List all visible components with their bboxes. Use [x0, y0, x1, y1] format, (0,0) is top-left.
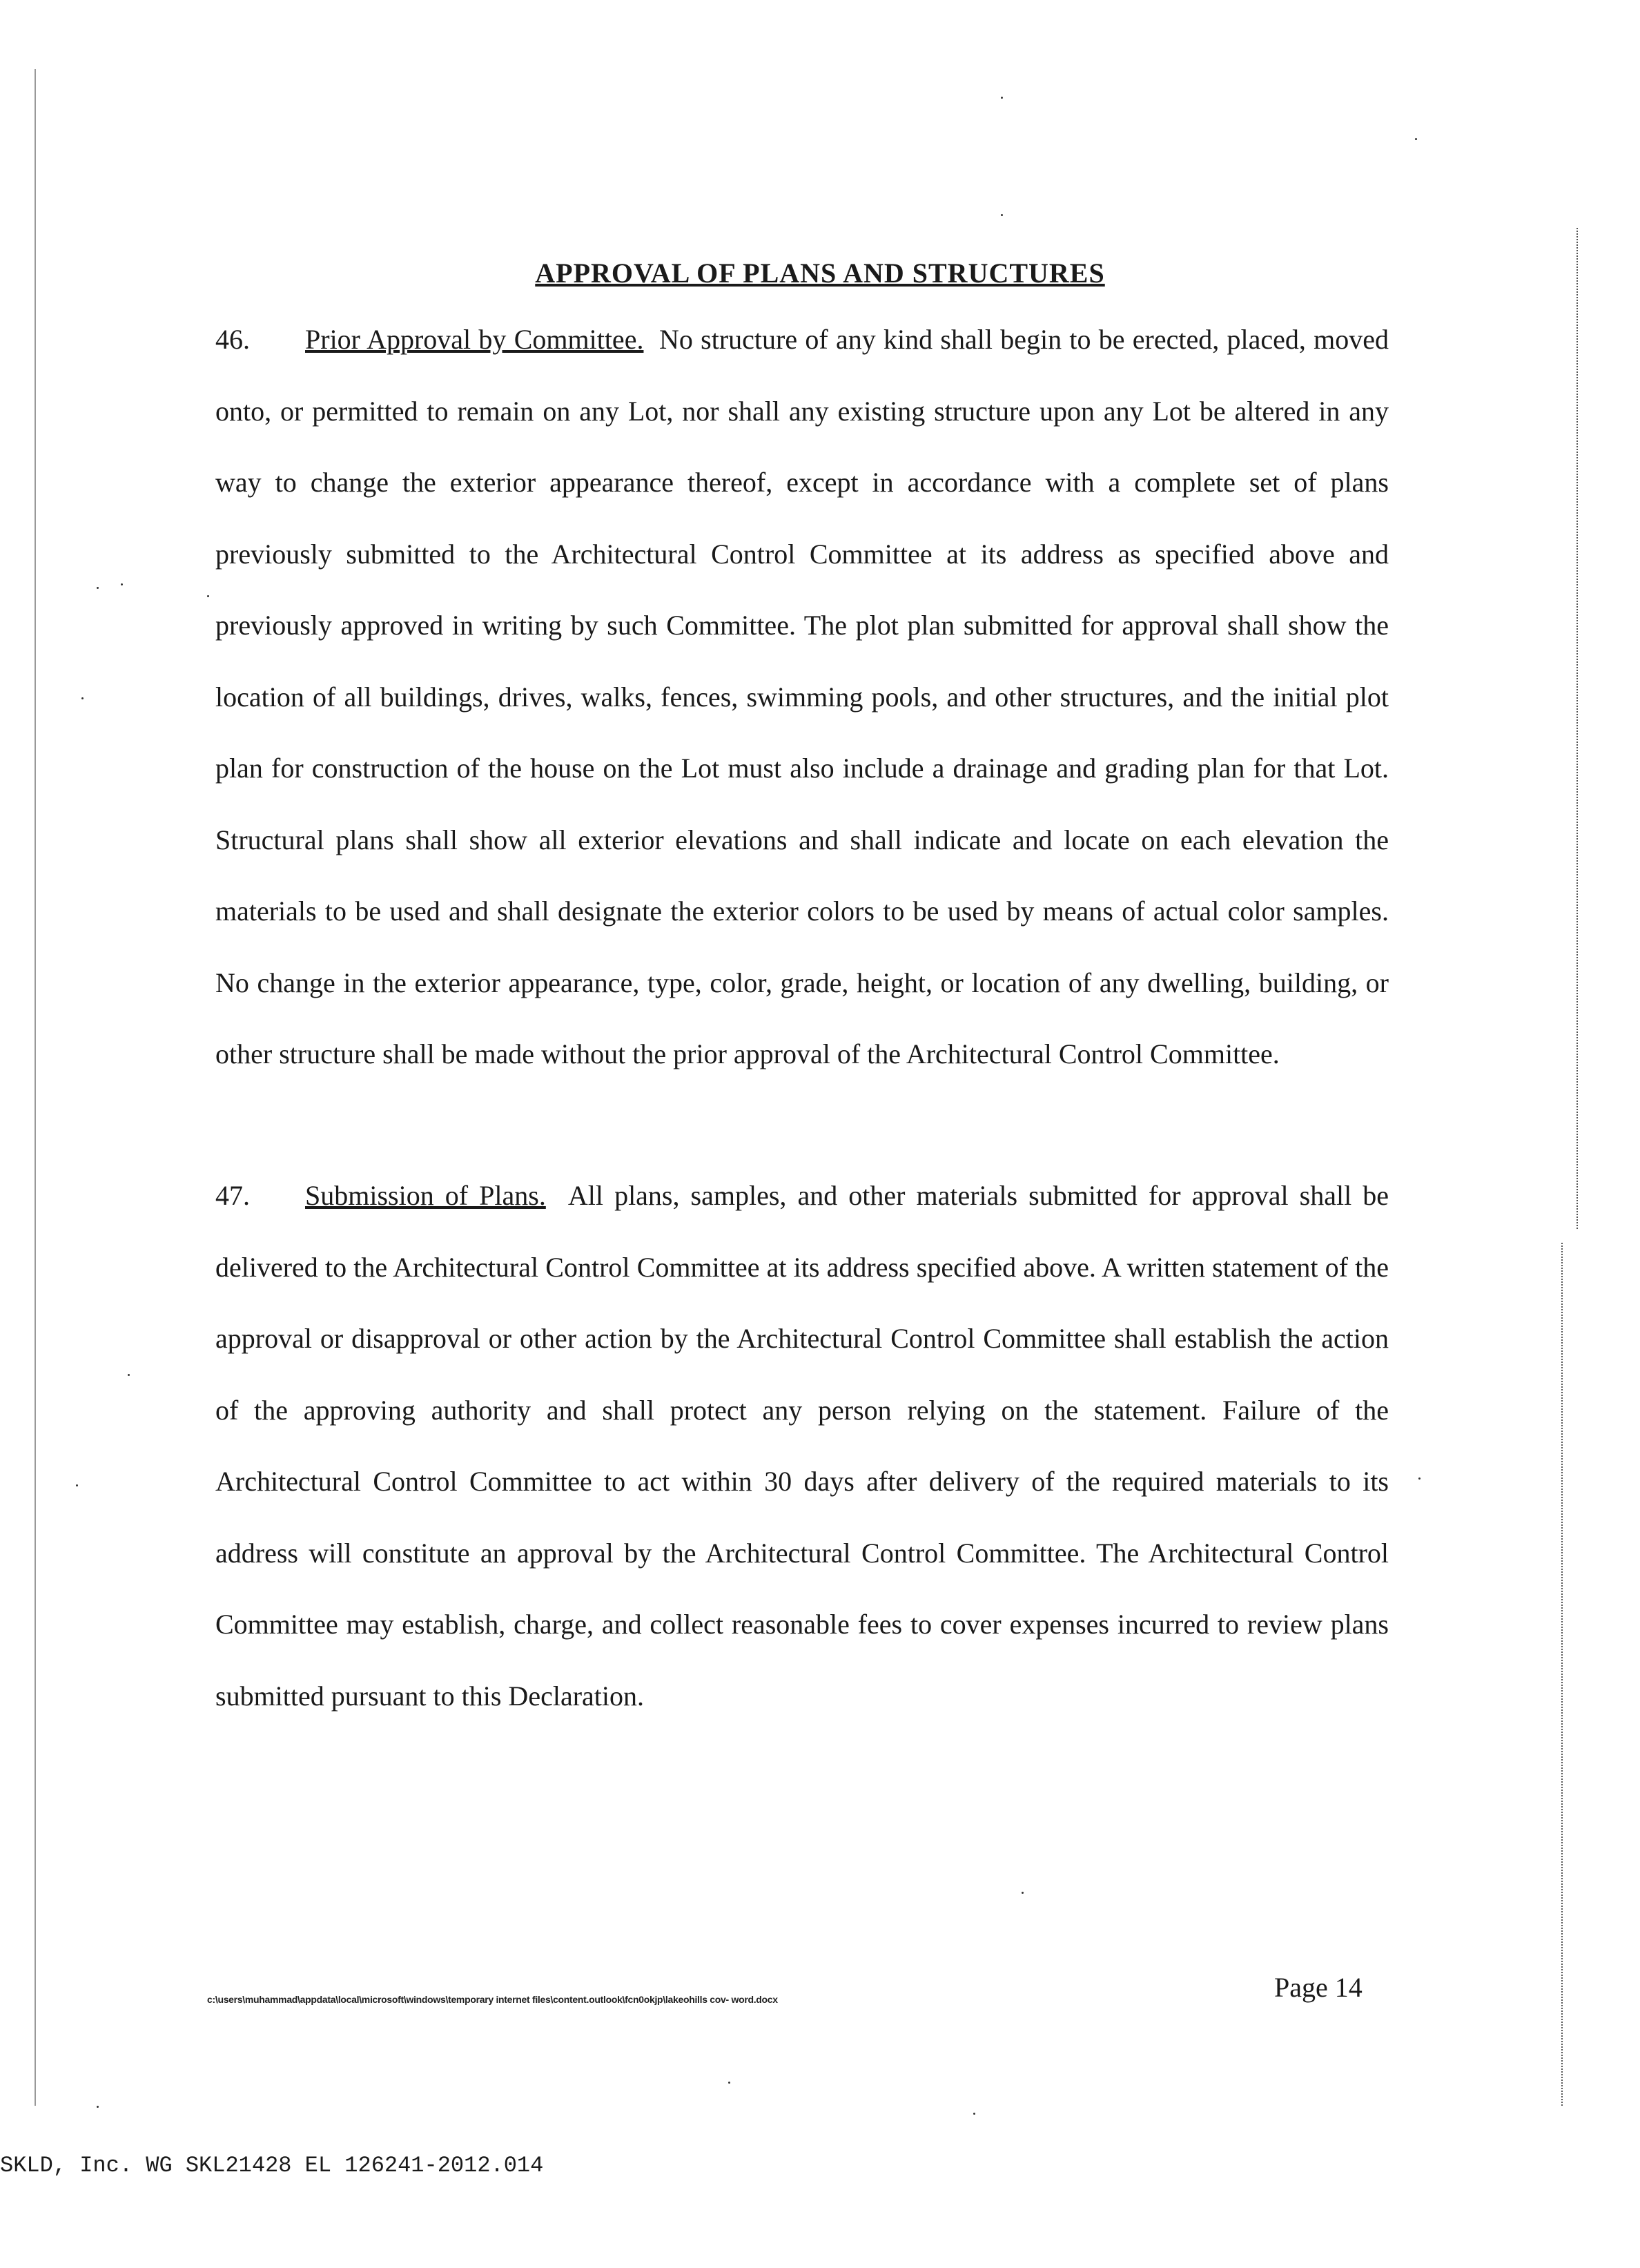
scan-speck [1418, 1477, 1421, 1480]
paragraph-46 [215, 304, 1389, 1090]
paragraph-number: 47. [215, 1180, 250, 1211]
paragraph-title: Prior Approval by Committee. [305, 324, 644, 355]
scan-speck [81, 697, 84, 699]
scan-speck [1415, 138, 1417, 140]
scan-speck [121, 583, 123, 585]
scan-speck [973, 2113, 975, 2115]
scan-edge-right-lower [1561, 1243, 1563, 2106]
paragraph-text: No structure of any kind shall begin to be erected, placed, moved onto, or permitted to remain on any Lot, nor shall any existing structure upon any Lot be altered in any way to change the exterior appearance thereof, except in accordance with a complete set of plans previously submitted to the Architectural Control Committee at its address as specified above and previously approved in writing by such Committee. The plot plan submitted for approval shall show the location of all buildings, drives, walks, fences, swimming pools, and other structures, and the initial plot plan for construction of the house on the Lot must also include a drainage and grading plan for that Lot. Structural plans shall show all exterior elevations and shall indicate and locate on each elevation the materials to be used and shall designate the exterior colors to be used by means of actual color samples. No change in the exterior appearance, type, color, grade, height, or location of any dwelling, building, or other structure shall be made without the prior approval of the Architectural Control Committee. [215, 324, 1389, 1069]
scan-speck [1001, 214, 1003, 216]
paragraph-number: 46. [215, 324, 250, 355]
document-stamp: SKLD, Inc. WG SKL21428 EL 126241-2012.014 [0, 2153, 544, 2178]
section-heading: APPROVAL OF PLANS AND STRUCTURES [535, 258, 1105, 289]
page-number: Page 14 [1274, 1972, 1363, 2003]
document-body-continued [215, 1160, 1389, 1732]
scan-speck [97, 2106, 99, 2108]
scan-speck [728, 2082, 730, 2084]
paragraph-text: All plans, samples, and other materials submitted for approval shall be delivered to the Architectural Control Committee at its address specified above. A written statement of the approval or disapproval or other action by the Architectural Control Committee shall establish the action of the approving authority and shall protect any person relying on the statement. Failure of the Architectural Control Committee to act within 30 days after delivery of the required materials to its address will constitute an approval by the Architectural Control Committee. The Architectural Control Committee may establish, charge, and collect reasonable fees to cover expenses incurred to review plans submitted pursuant to this Declaration. [215, 1180, 1389, 1712]
scan-speck [128, 1374, 130, 1376]
scan-speck [97, 587, 99, 589]
scan-edge-left [35, 69, 36, 2106]
scan-speck [207, 595, 209, 597]
document-body [215, 304, 1389, 1090]
paragraph-title: Submission of Plans. [305, 1180, 546, 1211]
scan-speck [76, 1484, 78, 1486]
scan-speck [1022, 1892, 1024, 1894]
footer-file-path: c:\users\muhammad\appdata\local\microsoft\windows\temporary internet files\content.outlook\fcn0okjp\lakeohills cov- word.docx [207, 1994, 778, 2005]
paragraph-47 [215, 1160, 1389, 1732]
scan-speck [1001, 97, 1003, 99]
scan-edge-right-upper [1576, 228, 1578, 1229]
